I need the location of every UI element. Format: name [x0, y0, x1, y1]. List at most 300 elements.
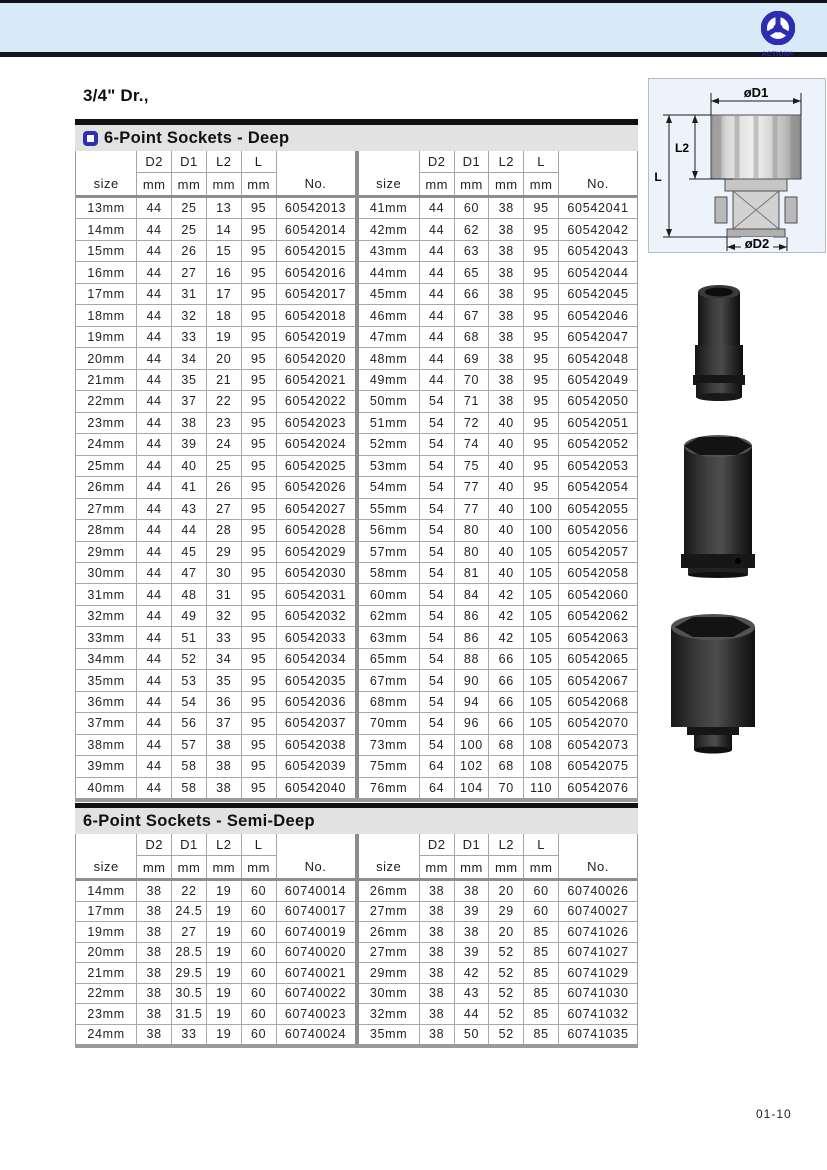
header-cell: D1 — [455, 834, 490, 856]
dimension-cell: 40 — [489, 520, 524, 540]
size-cell: 38mm — [76, 735, 137, 755]
dimension-cell: 44 — [137, 520, 172, 540]
table-row — [359, 626, 638, 647]
part-number-cell: 60542070 — [567, 716, 629, 731]
dimension-cell: 95 — [242, 305, 277, 325]
size-cell: 46mm — [359, 305, 420, 325]
table-header — [359, 151, 638, 198]
dimension-cell: 44 — [137, 756, 172, 776]
dimension-cell: 95 — [242, 262, 277, 282]
part-number-cell: 60542017 — [284, 287, 347, 302]
header-cell: L2 — [207, 834, 242, 856]
table-row — [76, 218, 355, 239]
part-number-cell: 60740023 — [284, 1006, 347, 1021]
table-row — [76, 562, 355, 583]
size-cell: 40mm — [76, 778, 137, 798]
l2-dimension-label: L2 — [674, 141, 690, 155]
size-cell: 32mm — [359, 1004, 420, 1024]
dimension-cell: 95 — [242, 713, 277, 733]
dimension-cell: 52 — [489, 984, 524, 1004]
dimension-cell: 20 — [489, 881, 524, 901]
dimension-cell: 44 — [137, 542, 172, 562]
dimension-cell: 16 — [207, 262, 242, 282]
table-row — [76, 962, 355, 983]
header-cell: L2 — [489, 151, 524, 173]
dimension-cell: 44 — [137, 391, 172, 411]
dimension-cell: 44 — [137, 284, 172, 304]
part-number-cell: 60741032 — [567, 1006, 629, 1021]
dimension-cell: 44 — [137, 434, 172, 454]
size-cell: 20mm — [76, 348, 137, 368]
dimension-cell: 20 — [489, 922, 524, 942]
dimension-cell: 68 — [455, 327, 490, 347]
dimension-cell: 54 — [420, 692, 455, 712]
dimension-cell: 95 — [242, 692, 277, 712]
part-number-cell: 60740024 — [284, 1027, 347, 1042]
dimension-cell: 38 — [489, 327, 524, 347]
dimension-cell: 33 — [207, 627, 242, 647]
dimension-cell: 38 — [489, 241, 524, 261]
table-row — [76, 669, 355, 690]
size-cell: 56mm — [359, 520, 420, 540]
table-row — [359, 541, 638, 562]
size-cell: 43mm — [359, 241, 420, 261]
part-number-cell: 60740017 — [284, 904, 347, 919]
header-cell: mm — [420, 173, 455, 195]
dimension-cell: 105 — [524, 606, 559, 626]
dimension-cell: 60 — [524, 902, 559, 922]
table-row — [76, 921, 355, 942]
dimension-cell: 100 — [455, 735, 490, 755]
dimension-cell: 60 — [242, 1025, 277, 1045]
size-cell: 27mm — [359, 902, 420, 922]
dimension-cell: 86 — [455, 606, 490, 626]
header-cell: L — [524, 151, 559, 173]
dimension-cell: 28.5 — [172, 943, 207, 963]
table-row — [359, 304, 638, 325]
table-row — [359, 942, 638, 963]
size-cell: 23mm — [76, 1004, 137, 1024]
dimension-cell: 39 — [455, 943, 490, 963]
part-number-cell: 60542057 — [567, 544, 629, 559]
dimension-cell: 43 — [455, 984, 490, 1004]
l-dimension-label: L — [654, 170, 662, 184]
size-cell: 50mm — [359, 391, 420, 411]
table-row — [359, 476, 638, 497]
table-left-half — [76, 151, 355, 798]
size-cell: 60mm — [359, 584, 420, 604]
dimension-cell: 38 — [420, 881, 455, 901]
dimension-cell: 54 — [420, 413, 455, 433]
dimension-cell: 44 — [137, 241, 172, 261]
dimension-cell: 44 — [137, 477, 172, 497]
dimension-cell: 54 — [420, 391, 455, 411]
section-title: 6-Point Sockets - Semi-Deep — [83, 811, 315, 830]
dimension-cell: 38 — [137, 943, 172, 963]
size-cell: 22mm — [76, 984, 137, 1004]
dimension-cell: 58 — [172, 778, 207, 798]
table-row — [76, 326, 355, 347]
dimension-cell: 95 — [242, 606, 277, 626]
part-number-cell: 60542038 — [284, 737, 347, 752]
header-cell: L — [242, 151, 277, 173]
dimension-cell: 19 — [207, 922, 242, 942]
dimension-cell: 54 — [420, 606, 455, 626]
table-header — [359, 834, 638, 881]
dimension-cell: 95 — [524, 391, 559, 411]
dimension-cell: 77 — [455, 499, 490, 519]
dimension-cell: 23 — [207, 413, 242, 433]
dimension-cell: 100 — [524, 520, 559, 540]
dimension-cell: 38 — [489, 348, 524, 368]
table-row — [359, 390, 638, 411]
part-number-cell: 60542016 — [284, 265, 347, 280]
table-row — [76, 433, 355, 454]
dimension-cell: 100 — [524, 499, 559, 519]
part-number-cell: 60741027 — [567, 945, 629, 960]
table-row — [359, 1024, 638, 1045]
size-cell: 24mm — [76, 434, 137, 454]
dimension-cell: 68 — [489, 735, 524, 755]
size-cell: 13mm — [76, 198, 137, 218]
dimension-cell: 44 — [455, 1004, 490, 1024]
part-number-cell: 60741030 — [567, 986, 629, 1001]
d1-dimension-label: øD1 — [743, 85, 769, 100]
size-cell: 67mm — [359, 670, 420, 690]
part-number-cell: 60542044 — [567, 265, 629, 280]
size-cell: 33mm — [76, 627, 137, 647]
dimension-cell: 95 — [524, 434, 559, 454]
header-cell: mm — [172, 856, 207, 878]
dimension-cell: 44 — [137, 670, 172, 690]
dimension-cell: 30.5 — [172, 984, 207, 1004]
dimension-cell: 105 — [524, 649, 559, 669]
dimension-cell: 44 — [420, 370, 455, 390]
table-row — [76, 942, 355, 963]
part-number-cell: 60740020 — [284, 945, 347, 960]
dimension-cell: 108 — [524, 735, 559, 755]
dimension-cell: 38 — [137, 984, 172, 1004]
dimension-cell: 48 — [172, 584, 207, 604]
header-cell: mm — [455, 173, 490, 195]
header-cell: mm — [455, 856, 490, 878]
dimension-cell: 85 — [524, 963, 559, 983]
size-cell: 35mm — [76, 670, 137, 690]
dimension-cell: 95 — [242, 456, 277, 476]
dimension-cell: 88 — [455, 649, 490, 669]
part-number-cell: 60542049 — [567, 372, 629, 387]
part-number-cell: 60542036 — [284, 695, 347, 710]
header-cell: D2 — [137, 151, 172, 173]
table-row — [76, 347, 355, 368]
dimension-cell: 31.5 — [172, 1004, 207, 1024]
size-cell: 14mm — [76, 219, 137, 239]
dimension-cell: 54 — [420, 542, 455, 562]
header-cell: mm — [524, 173, 559, 195]
dimension-cell: 38 — [489, 219, 524, 239]
size-cell: 54mm — [359, 477, 420, 497]
header-cell: mm — [242, 173, 277, 195]
dimension-cell: 38 — [489, 198, 524, 218]
dimension-cell: 44 — [137, 499, 172, 519]
table-row — [76, 455, 355, 476]
table-row — [76, 583, 355, 604]
dimension-cell: 52 — [489, 943, 524, 963]
dimension-cell: 95 — [242, 477, 277, 497]
size-cell: 26mm — [359, 881, 420, 901]
size-cell: 68mm — [359, 692, 420, 712]
table-row — [359, 455, 638, 476]
section-band-deep — [75, 125, 638, 151]
table-row — [359, 412, 638, 433]
table-row — [76, 541, 355, 562]
part-number-cell: 60542058 — [567, 566, 629, 581]
dimension-cell: 44 — [137, 606, 172, 626]
header-cell: D2 — [420, 151, 455, 173]
dimension-cell: 44 — [137, 584, 172, 604]
dimension-cell: 95 — [242, 735, 277, 755]
table-row — [76, 390, 355, 411]
size-cell: 31mm — [76, 584, 137, 604]
size-cell: 17mm — [76, 902, 137, 922]
table-row — [76, 369, 355, 390]
part-number-cell: 60542032 — [284, 609, 347, 624]
size-cell: 15mm — [76, 241, 137, 261]
dimension-cell: 38 — [420, 984, 455, 1004]
table-row — [76, 755, 355, 776]
dimension-cell: 44 — [420, 284, 455, 304]
part-number-cell: 60542062 — [567, 609, 629, 624]
table-row — [359, 712, 638, 733]
dimension-cell: 35 — [172, 370, 207, 390]
dimension-cell: 95 — [242, 563, 277, 583]
dimension-cell: 54 — [172, 692, 207, 712]
header-cell: size — [76, 151, 137, 195]
dimension-cell: 40 — [489, 456, 524, 476]
dimension-cell: 44 — [137, 649, 172, 669]
dimension-cell: 54 — [420, 735, 455, 755]
drive-size-title: 3/4" Dr., — [83, 86, 149, 105]
table-left-half — [76, 834, 355, 1044]
size-cell: 29mm — [76, 542, 137, 562]
dimension-cell: 95 — [524, 370, 559, 390]
dimension-cell: 29 — [207, 542, 242, 562]
table-row — [359, 669, 638, 690]
dimension-cell: 95 — [524, 198, 559, 218]
table-row — [359, 240, 638, 261]
dimension-cell: 95 — [524, 219, 559, 239]
dimension-cell: 95 — [242, 670, 277, 690]
table-right-half — [359, 151, 638, 798]
size-cell: 22mm — [76, 391, 137, 411]
dimension-cell: 31 — [207, 584, 242, 604]
dimension-cell: 95 — [242, 241, 277, 261]
dimension-cell: 85 — [524, 922, 559, 942]
part-number-cell: 60542048 — [567, 351, 629, 366]
brand-name: ACTION® — [761, 51, 795, 58]
dimension-cell: 52 — [489, 1025, 524, 1045]
part-number-cell: 60741026 — [567, 924, 629, 939]
dimension-cell: 51 — [172, 627, 207, 647]
part-number-cell: 60542063 — [567, 630, 629, 645]
size-cell: 27mm — [359, 943, 420, 963]
dimension-cell: 19 — [207, 881, 242, 901]
dimension-cell: 94 — [455, 692, 490, 712]
dimension-cell: 22 — [207, 391, 242, 411]
part-number-cell: 60542053 — [567, 458, 629, 473]
part-number-cell: 60740014 — [284, 883, 347, 898]
section-band-semi-deep — [75, 808, 638, 834]
dimension-cell: 105 — [524, 563, 559, 583]
dimension-cell: 38 — [172, 413, 207, 433]
dimension-cell: 38 — [137, 963, 172, 983]
dimension-cell: 35 — [207, 670, 242, 690]
part-number-cell: 60542076 — [567, 780, 629, 795]
table-row — [76, 304, 355, 325]
size-cell: 49mm — [359, 370, 420, 390]
dimension-cell: 44 — [172, 520, 207, 540]
dimension-cell: 86 — [455, 627, 490, 647]
dimension-cell: 39 — [172, 434, 207, 454]
dimension-cell: 53 — [172, 670, 207, 690]
part-number-cell: 60542018 — [284, 308, 347, 323]
dimension-cell: 67 — [455, 305, 490, 325]
part-number-cell: 60542034 — [284, 652, 347, 667]
size-cell: 65mm — [359, 649, 420, 669]
dimension-cell: 40 — [489, 413, 524, 433]
dimension-cell: 34 — [207, 649, 242, 669]
size-cell: 24mm — [76, 1025, 137, 1045]
part-number-cell: 60740019 — [284, 924, 347, 939]
dimension-cell: 44 — [137, 778, 172, 798]
socket-dimension-diagram — [648, 78, 826, 253]
size-cell: 75mm — [359, 756, 420, 776]
socket-photo-slim-deep — [683, 283, 755, 406]
part-number-cell: 60542054 — [567, 480, 629, 495]
part-number-cell: 60542065 — [567, 652, 629, 667]
dimension-cell: 74 — [455, 434, 490, 454]
dimension-cell: 38 — [455, 922, 490, 942]
dimension-cell: 38 — [207, 756, 242, 776]
header-cell: D1 — [172, 151, 207, 173]
size-cell: 21mm — [76, 370, 137, 390]
dimension-cell: 85 — [524, 943, 559, 963]
header-cell: D2 — [137, 834, 172, 856]
table-header — [76, 151, 355, 198]
size-cell: 19mm — [76, 327, 137, 347]
table-body — [76, 881, 355, 1044]
part-number-cell: 60542027 — [284, 501, 347, 516]
dimension-cell: 95 — [242, 649, 277, 669]
part-number-cell: 60542035 — [284, 673, 347, 688]
size-cell: 27mm — [76, 499, 137, 519]
part-number-cell: 60542024 — [284, 437, 347, 452]
dimension-cell: 38 — [420, 922, 455, 942]
part-number-cell: 60542022 — [284, 394, 347, 409]
dimension-cell: 95 — [242, 219, 277, 239]
dimension-cell: 60 — [242, 963, 277, 983]
size-cell: 17mm — [76, 284, 137, 304]
part-number-cell: 60542023 — [284, 415, 347, 430]
table-row — [359, 901, 638, 922]
dimension-cell: 95 — [242, 198, 277, 218]
part-number-cell: 60542029 — [284, 544, 347, 559]
table-row — [359, 605, 638, 626]
table-row — [359, 562, 638, 583]
table-row — [359, 881, 638, 901]
dimension-cell: 104 — [455, 778, 490, 798]
dimension-cell: 95 — [524, 413, 559, 433]
top-band — [0, 0, 827, 57]
dimension-cell: 26 — [172, 241, 207, 261]
part-number-cell: 60542067 — [567, 673, 629, 688]
size-cell: 20mm — [76, 943, 137, 963]
part-number-cell: 60542025 — [284, 458, 347, 473]
dimension-cell: 40 — [172, 456, 207, 476]
dimension-cell: 85 — [524, 1025, 559, 1045]
dimension-cell: 18 — [207, 305, 242, 325]
part-number-cell: 60542056 — [567, 523, 629, 538]
dimension-cell: 19 — [207, 984, 242, 1004]
size-cell: 16mm — [76, 262, 137, 282]
dimension-cell: 57 — [172, 735, 207, 755]
dimension-cell: 42 — [455, 963, 490, 983]
dimension-cell: 64 — [420, 756, 455, 776]
dimension-cell: 38 — [137, 902, 172, 922]
dimension-cell: 38 — [207, 735, 242, 755]
dimension-cell: 95 — [524, 477, 559, 497]
dimension-cell: 105 — [524, 692, 559, 712]
size-cell: 58mm — [359, 563, 420, 583]
dimension-cell: 19 — [207, 1025, 242, 1045]
dimension-cell: 44 — [420, 348, 455, 368]
page-number: 01-10 — [756, 1107, 792, 1121]
dimension-cell: 77 — [455, 477, 490, 497]
header-cell: size — [359, 151, 420, 195]
dimension-cell: 54 — [420, 563, 455, 583]
size-cell: 51mm — [359, 413, 420, 433]
table-row — [76, 983, 355, 1004]
dimension-cell: 95 — [524, 241, 559, 261]
dimension-cell: 43 — [172, 499, 207, 519]
dimension-cell: 36 — [207, 692, 242, 712]
header-cell: mm — [242, 856, 277, 878]
dimension-cell: 95 — [242, 413, 277, 433]
table-row — [359, 347, 638, 368]
table-row — [76, 283, 355, 304]
dimension-cell: 95 — [524, 305, 559, 325]
header-cell: mm — [489, 173, 524, 195]
dimension-cell: 95 — [524, 456, 559, 476]
dimension-cell: 54 — [420, 477, 455, 497]
semi-deep-sockets-table — [75, 834, 638, 1048]
size-cell: 23mm — [76, 413, 137, 433]
table-row — [76, 881, 355, 901]
dimension-cell: 80 — [455, 542, 490, 562]
header-cell: L — [242, 834, 277, 856]
socket-photo-deep — [676, 433, 761, 583]
size-cell: 30mm — [76, 563, 137, 583]
dimension-cell: 66 — [489, 713, 524, 733]
part-number-cell: 60542051 — [567, 415, 629, 430]
table-row — [76, 626, 355, 647]
dimension-cell: 44 — [420, 305, 455, 325]
dimension-cell: 85 — [524, 984, 559, 1004]
dimension-cell: 44 — [137, 262, 172, 282]
size-cell: 32mm — [76, 606, 137, 626]
size-cell: 28mm — [76, 520, 137, 540]
dimension-cell: 38 — [489, 262, 524, 282]
